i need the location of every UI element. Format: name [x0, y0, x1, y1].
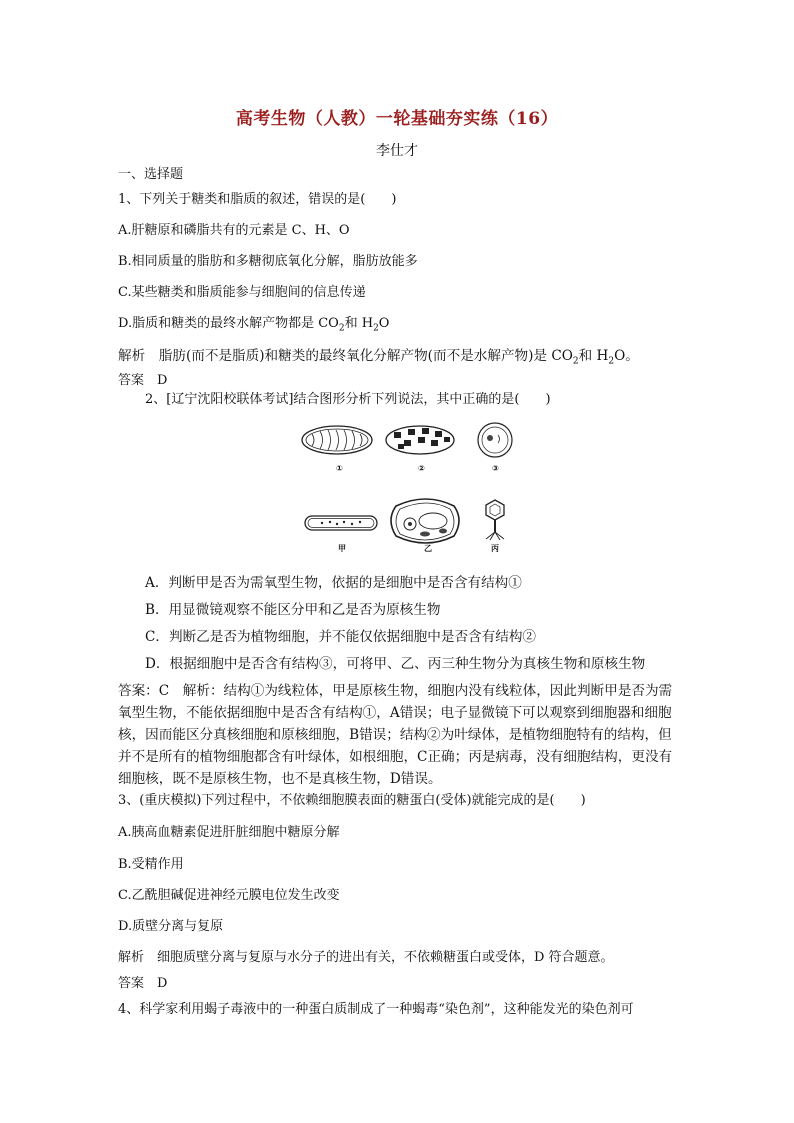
q1-option-d: D.脂质和糖类的最终水解产物都是 $CO_2$和 $H_2O$ — [118, 316, 390, 334]
q2-option-a: A．判断甲是否为需氧型生物，依据的是细胞中是否含有结构① — [145, 575, 522, 591]
q1-option-c: C.某些糖类和脂质能参与细胞间的信息传递 — [118, 285, 366, 300]
q1-option-a: A.肝糖原和磷脂共有的元素是 C、H、O — [118, 223, 350, 238]
fig-label-jia: 甲 — [338, 544, 346, 553]
q3-stem: 3、(重庆模拟)下列过程中，不依赖细胞膜表面的糖蛋白(受体)就能完成的是( ) — [118, 793, 586, 808]
q1-option-b: B.相同质量的脂肪和多糖彻底氧化分解，脂肪放能多 — [118, 254, 418, 269]
q3-option-c: C.乙酰胆碱促进神经元膜电位发生改变 — [118, 888, 340, 903]
q2-option-d: D．根据细胞中是否含有结构③，可将甲、乙、丙三种生物分为真核生物和原核生物 — [145, 656, 646, 672]
q2-option-c: C．判断乙是否为植物细胞，并不能仅依据细胞中是否含有结构② — [145, 629, 537, 645]
q2-option-b: B．用显微镜观察不能区分甲和乙是否为原核生物 — [145, 602, 441, 618]
fig-label-2: ② — [418, 464, 425, 473]
section-heading: 一、选择题 — [118, 167, 184, 182]
plant-cell-diagram — [391, 499, 459, 543]
q3-option-b: B.受精作用 — [118, 857, 184, 872]
virus-diagram — [486, 500, 504, 540]
q1-stem: 1、下列关于糖类和脂质的叙述，错误的是( ) — [118, 192, 397, 207]
fig-label-bing: 丙 — [491, 544, 499, 553]
mitochondrion-diagram — [302, 426, 372, 454]
chloroplast-diagram — [386, 426, 454, 454]
doc-title: 高考生物（人教）一轮基础夯实练（16） — [235, 109, 559, 129]
q4-stem: 4、科学家利用蝎子毒液中的一种蛋白质制成了一种蝎毒“染色剂”，这种能发光的染色剂可 — [118, 1002, 634, 1017]
q1-explanation: 解析 脂肪(而不是脂质)和糖类的最终氧化分解产物(而不是水解产物)是 $CO_2$和 $H_2O$。 — [118, 348, 639, 367]
fig-label-yi: 乙 — [424, 544, 432, 553]
bacterium-diagram — [305, 516, 377, 530]
q2-answer-explanation: 答案：C 解析：结构①为线粒体，甲是原核生物，细胞内没有线粒体，因此判断甲是否为需氧型生物，不能依据细胞中是否含有结构①，A错误；电子显微镜下可以观察到细胞器和细胞核，因而能区分真核细胞和原核细胞，B错误；结构②为叶绿体，是植物细胞特有的结构，但并不是所有的植物细胞都含有叶绿体，如根细胞，C正确；丙是病毒，没有细胞结构，更没有细胞核，既不是原核生物，也不是真核生物，D错误。 — [118, 683, 673, 787]
q3-explanation: 解析 细胞质壁分离与复原与水分子的进出有关，不依赖糖蛋白或受体，D 符合题意。 — [118, 950, 614, 965]
q1-answer: 答案 D — [118, 373, 168, 388]
cell-structure-figure — [300, 420, 520, 550]
fig-label-1: ① — [336, 464, 343, 473]
q3-answer: 答案 D — [118, 976, 168, 991]
doc-author: 李仕才 — [376, 143, 418, 159]
q3-option-d: D.质壁分离与复原 — [118, 919, 224, 934]
nucleus-diagram — [478, 423, 512, 457]
fig-label-3: ③ — [492, 464, 499, 473]
q3-option-a: A.胰高血糖素促进肝脏细胞中糖原分解 — [118, 825, 340, 840]
q2-stem: 2、[辽宁沈阳校联体考试]结合图形分析下列说法，其中正确的是( ) — [145, 392, 551, 407]
